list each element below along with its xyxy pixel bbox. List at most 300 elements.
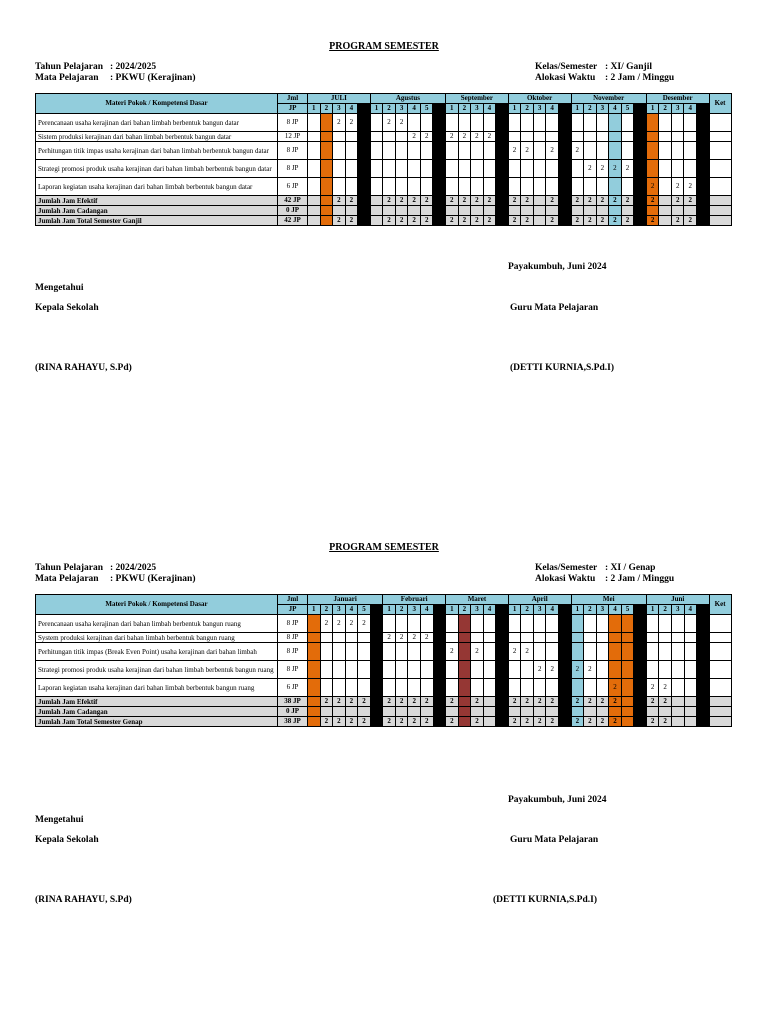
week-cell: 2 [546, 717, 559, 727]
week-cell: 2 [609, 717, 622, 727]
week-cell [483, 643, 496, 661]
jp-cell: 8 JP [278, 160, 308, 178]
week-cell [333, 132, 346, 142]
week-cell [395, 679, 408, 697]
week-cell [596, 633, 609, 643]
guru-label: Guru Mata Pelajaran [510, 835, 599, 845]
week-number: 5 [358, 605, 371, 615]
page-title: PROGRAM SEMESTER [329, 542, 439, 553]
week-cell [546, 132, 559, 142]
jp-cell: 0 JP [278, 707, 308, 717]
month-header: Januari [308, 595, 383, 605]
week-cell: 2 [571, 661, 584, 679]
week-number: 4 [345, 605, 358, 615]
header-jml: Jml [278, 595, 308, 605]
tahun-pelajaran: Tahun Pelajaran : 2024/2025 [35, 62, 157, 72]
month-separator [559, 615, 572, 633]
month-separator [358, 114, 371, 132]
week-cell [521, 114, 534, 132]
week-cell [320, 216, 333, 226]
total-row [36, 196, 732, 206]
materi-cell: Perencanaan usaha kerajinan dari bahan limbah berbentuk bangun datar [36, 114, 278, 132]
week-cell [446, 707, 459, 717]
week-cell: 2 [345, 114, 358, 132]
week-cell [333, 206, 346, 216]
week-cell [420, 160, 433, 178]
month-separator [358, 216, 371, 226]
week-cell: 2 [345, 717, 358, 727]
week-cell: 2 [609, 160, 622, 178]
table-row [36, 661, 732, 679]
month-separator [496, 178, 509, 196]
week-number: 2 [320, 104, 333, 114]
week-cell [308, 717, 321, 727]
month-separator [697, 160, 710, 178]
week-cell [446, 661, 459, 679]
month-header: Juni [646, 595, 709, 605]
week-cell [521, 178, 534, 196]
month-separator [496, 104, 509, 114]
month-separator [433, 114, 446, 132]
guru-label: Guru Mata Pelajaran [510, 303, 599, 313]
week-number: 4 [684, 605, 697, 615]
week-cell [483, 160, 496, 178]
month-separator [634, 104, 647, 114]
week-cell [659, 206, 672, 216]
week-cell: 2 [584, 196, 597, 206]
week-number: 4 [483, 104, 496, 114]
week-number: 2 [521, 104, 534, 114]
table-row [36, 132, 732, 142]
week-cell: 2 [483, 196, 496, 206]
week-cell [508, 206, 521, 216]
month-separator [697, 206, 710, 216]
week-cell [521, 633, 534, 643]
month-separator [358, 178, 371, 196]
week-cell: 2 [584, 697, 597, 707]
week-cell [320, 707, 333, 717]
month-separator [634, 132, 647, 142]
week-cell: 2 [596, 160, 609, 178]
week-cell [609, 643, 622, 661]
week-cell [609, 707, 622, 717]
week-cell [533, 643, 546, 661]
week-cell [483, 114, 496, 132]
week-cell [395, 615, 408, 633]
week-cell [584, 633, 597, 643]
week-number: 3 [333, 104, 346, 114]
week-cell [370, 142, 383, 160]
month-header: Mei [571, 595, 646, 605]
jp-cell: 6 JP [278, 679, 308, 697]
week-cell [621, 679, 634, 697]
week-cell [383, 132, 396, 142]
month-separator [358, 196, 371, 206]
week-cell [659, 196, 672, 206]
week-cell [671, 707, 684, 717]
month-separator [433, 132, 446, 142]
week-cell [621, 707, 634, 717]
month-separator [496, 717, 509, 727]
week-cell: 2 [471, 697, 484, 707]
materi-cell: Perencanaan usaha kerajinan dari bahan limbah berbentuk bangun ruang [36, 615, 278, 633]
week-cell: 2 [584, 661, 597, 679]
week-cell [383, 707, 396, 717]
week-cell [408, 661, 421, 679]
week-cell: 2 [333, 615, 346, 633]
week-number: 4 [408, 104, 421, 114]
week-cell [308, 643, 321, 661]
week-cell [646, 707, 659, 717]
week-cell [671, 633, 684, 643]
week-number: 4 [420, 605, 433, 615]
week-cell [420, 114, 433, 132]
week-cell [671, 679, 684, 697]
week-cell [420, 679, 433, 697]
week-cell [584, 142, 597, 160]
week-cell [458, 697, 471, 707]
jp-cell: 8 JP [278, 661, 308, 679]
week-cell: 2 [671, 216, 684, 226]
week-cell [596, 206, 609, 216]
month-separator [496, 707, 509, 717]
week-cell [621, 697, 634, 707]
week-cell [659, 661, 672, 679]
week-cell [533, 216, 546, 226]
week-cell: 2 [546, 697, 559, 707]
week-number: 3 [533, 605, 546, 615]
week-cell [395, 160, 408, 178]
month-separator [433, 679, 446, 697]
month-separator [496, 697, 509, 707]
week-cell [621, 633, 634, 643]
week-cell [395, 178, 408, 196]
week-cell [446, 679, 459, 697]
week-cell [659, 178, 672, 196]
week-cell [533, 196, 546, 206]
week-cell: 2 [571, 697, 584, 707]
week-cell: 2 [483, 216, 496, 226]
week-number: 2 [383, 104, 396, 114]
mengetahui-label: Mengetahui [35, 283, 84, 293]
month-separator [370, 697, 383, 707]
month-separator [634, 206, 647, 216]
month-separator [558, 178, 571, 196]
week-cell [546, 707, 559, 717]
week-cell: 2 [358, 697, 371, 707]
month-separator [558, 216, 571, 226]
week-cell [533, 132, 546, 142]
week-cell [420, 178, 433, 196]
week-number: 2 [521, 605, 534, 615]
week-cell: 2 [345, 697, 358, 707]
week-cell [546, 206, 559, 216]
month-separator [697, 196, 710, 206]
week-cell [546, 178, 559, 196]
week-cell: 2 [446, 216, 459, 226]
week-cell [308, 178, 321, 196]
week-number: 1 [646, 104, 659, 114]
week-cell: 2 [458, 196, 471, 206]
week-cell [521, 160, 534, 178]
jp-cell: 12 JP [278, 132, 308, 142]
month-separator [559, 717, 572, 727]
month-separator [697, 605, 710, 615]
week-cell: 2 [571, 717, 584, 727]
week-cell: 2 [659, 717, 672, 727]
week-number: 1 [446, 104, 459, 114]
week-cell: 2 [333, 717, 346, 727]
week-cell [458, 114, 471, 132]
week-number: 1 [508, 605, 521, 615]
week-cell: 2 [684, 196, 697, 206]
month-header: Agustus [370, 94, 445, 104]
alokasi-waktu: Alokasi Waktu : 2 Jam / Minggu [535, 73, 675, 83]
week-cell [358, 661, 371, 679]
week-cell: 2 [483, 132, 496, 142]
week-cell: 2 [521, 643, 534, 661]
week-cell: 2 [358, 615, 371, 633]
week-cell: 2 [646, 717, 659, 727]
week-cell: 2 [458, 216, 471, 226]
week-cell: 2 [609, 679, 622, 697]
month-separator [559, 679, 572, 697]
week-cell [671, 697, 684, 707]
week-cell [659, 142, 672, 160]
week-cell [584, 114, 597, 132]
week-cell [621, 178, 634, 196]
week-cell: 2 [408, 132, 421, 142]
month-separator [358, 142, 371, 160]
ket-cell [709, 707, 731, 717]
ket-cell [709, 132, 731, 142]
week-cell: 2 [383, 196, 396, 206]
table-row [36, 142, 732, 160]
month-separator [634, 697, 647, 707]
header-jp: JP [278, 104, 308, 114]
jp-cell: 42 JP [278, 216, 308, 226]
week-cell [684, 160, 697, 178]
week-cell [533, 679, 546, 697]
week-number: 2 [584, 104, 597, 114]
week-cell: 2 [508, 216, 521, 226]
month-separator [558, 114, 571, 132]
week-cell: 2 [609, 196, 622, 206]
month-separator [496, 196, 509, 206]
week-cell [646, 142, 659, 160]
week-cell [684, 717, 697, 727]
month-separator [496, 216, 509, 226]
kepala-label: Kepala Sekolah [35, 303, 99, 313]
week-cell [508, 114, 521, 132]
week-cell [320, 178, 333, 196]
week-cell [584, 206, 597, 216]
total-label: Jumlah Jam Cadangan [36, 206, 278, 216]
week-cell: 2 [508, 717, 521, 727]
month-separator [358, 160, 371, 178]
month-header: April [508, 595, 571, 605]
week-cell: 2 [609, 216, 622, 226]
kepala-name: (RINA RAHAYU, S.Pd) [35, 895, 132, 905]
month-separator [558, 196, 571, 206]
week-cell: 2 [420, 216, 433, 226]
month-separator [559, 707, 572, 717]
week-cell: 2 [546, 216, 559, 226]
week-cell [458, 661, 471, 679]
total-row [36, 216, 732, 226]
week-cell [320, 661, 333, 679]
week-cell [471, 679, 484, 697]
ket-cell [709, 661, 731, 679]
week-cell [546, 615, 559, 633]
week-number: 2 [584, 605, 597, 615]
month-separator [697, 132, 710, 142]
week-number: 4 [546, 104, 559, 114]
week-cell [395, 142, 408, 160]
week-cell: 2 [333, 114, 346, 132]
table-row [36, 178, 732, 196]
week-cell [596, 142, 609, 160]
week-cell [684, 661, 697, 679]
week-cell: 2 [395, 196, 408, 206]
week-cell [571, 679, 584, 697]
week-cell [320, 643, 333, 661]
week-number: 1 [646, 605, 659, 615]
week-cell: 2 [320, 697, 333, 707]
week-cell [533, 114, 546, 132]
week-cell: 2 [446, 717, 459, 727]
week-cell [546, 643, 559, 661]
week-number: 2 [458, 104, 471, 114]
week-cell [659, 114, 672, 132]
week-cell [395, 707, 408, 717]
week-cell [333, 142, 346, 160]
month-separator [697, 707, 710, 717]
week-cell [308, 206, 321, 216]
week-cell [320, 132, 333, 142]
week-cell [483, 633, 496, 643]
week-cell: 2 [420, 717, 433, 727]
week-cell [533, 160, 546, 178]
week-cell [646, 132, 659, 142]
week-cell [458, 142, 471, 160]
week-number: 3 [596, 104, 609, 114]
week-cell [308, 633, 321, 643]
week-cell [584, 178, 597, 196]
week-cell [383, 160, 396, 178]
week-cell [446, 178, 459, 196]
month-separator [496, 142, 509, 160]
month-separator [358, 132, 371, 142]
week-cell [408, 178, 421, 196]
week-cell [671, 132, 684, 142]
ket-cell [709, 717, 731, 727]
week-cell [596, 615, 609, 633]
week-cell [308, 679, 321, 697]
week-cell [408, 707, 421, 717]
month-separator [558, 160, 571, 178]
week-cell [333, 633, 346, 643]
week-cell: 2 [671, 178, 684, 196]
week-cell: 2 [646, 196, 659, 206]
month-separator [370, 661, 383, 679]
week-cell [508, 633, 521, 643]
week-cell [609, 661, 622, 679]
month-separator [634, 633, 647, 643]
week-cell: 2 [508, 196, 521, 206]
week-cell [684, 206, 697, 216]
jp-cell: 0 JP [278, 206, 308, 216]
week-cell [345, 206, 358, 216]
week-cell [521, 206, 534, 216]
week-cell [596, 132, 609, 142]
month-separator [559, 643, 572, 661]
table-row [36, 679, 732, 697]
week-cell [483, 707, 496, 717]
month-separator [358, 104, 371, 114]
week-cell: 2 [408, 717, 421, 727]
week-cell [584, 643, 597, 661]
month-separator [697, 114, 710, 132]
ket-cell [709, 196, 731, 206]
month-separator [358, 206, 371, 216]
week-cell: 2 [671, 196, 684, 206]
week-cell [383, 206, 396, 216]
week-cell [345, 142, 358, 160]
month-separator [433, 717, 446, 727]
week-cell [383, 178, 396, 196]
week-cell [370, 160, 383, 178]
week-cell [646, 633, 659, 643]
week-cell: 2 [596, 697, 609, 707]
month-separator [433, 661, 446, 679]
week-cell [596, 679, 609, 697]
week-cell [471, 707, 484, 717]
week-number: 5 [621, 104, 634, 114]
week-cell [345, 633, 358, 643]
week-cell: 2 [320, 615, 333, 633]
week-cell [646, 160, 659, 178]
week-cell [471, 661, 484, 679]
week-cell: 2 [383, 216, 396, 226]
week-cell [333, 707, 346, 717]
week-cell: 2 [395, 717, 408, 727]
week-cell [621, 142, 634, 160]
week-cell [383, 679, 396, 697]
week-cell: 2 [521, 196, 534, 206]
week-cell: 2 [333, 196, 346, 206]
ket-cell [709, 216, 731, 226]
week-cell [458, 679, 471, 697]
week-cell [345, 132, 358, 142]
week-cell: 2 [584, 216, 597, 226]
week-cell [671, 661, 684, 679]
month-separator [697, 178, 710, 196]
week-cell [571, 206, 584, 216]
week-cell: 2 [659, 697, 672, 707]
week-cell: 2 [471, 717, 484, 727]
week-number: 1 [370, 104, 383, 114]
kelas-semester: Kelas/Semester : XI / Genap [535, 563, 656, 573]
week-cell [483, 206, 496, 216]
week-cell: 2 [408, 633, 421, 643]
week-cell [345, 160, 358, 178]
month-separator [496, 633, 509, 643]
table-row [36, 633, 732, 643]
week-cell [609, 142, 622, 160]
week-cell [684, 142, 697, 160]
week-cell [320, 114, 333, 132]
